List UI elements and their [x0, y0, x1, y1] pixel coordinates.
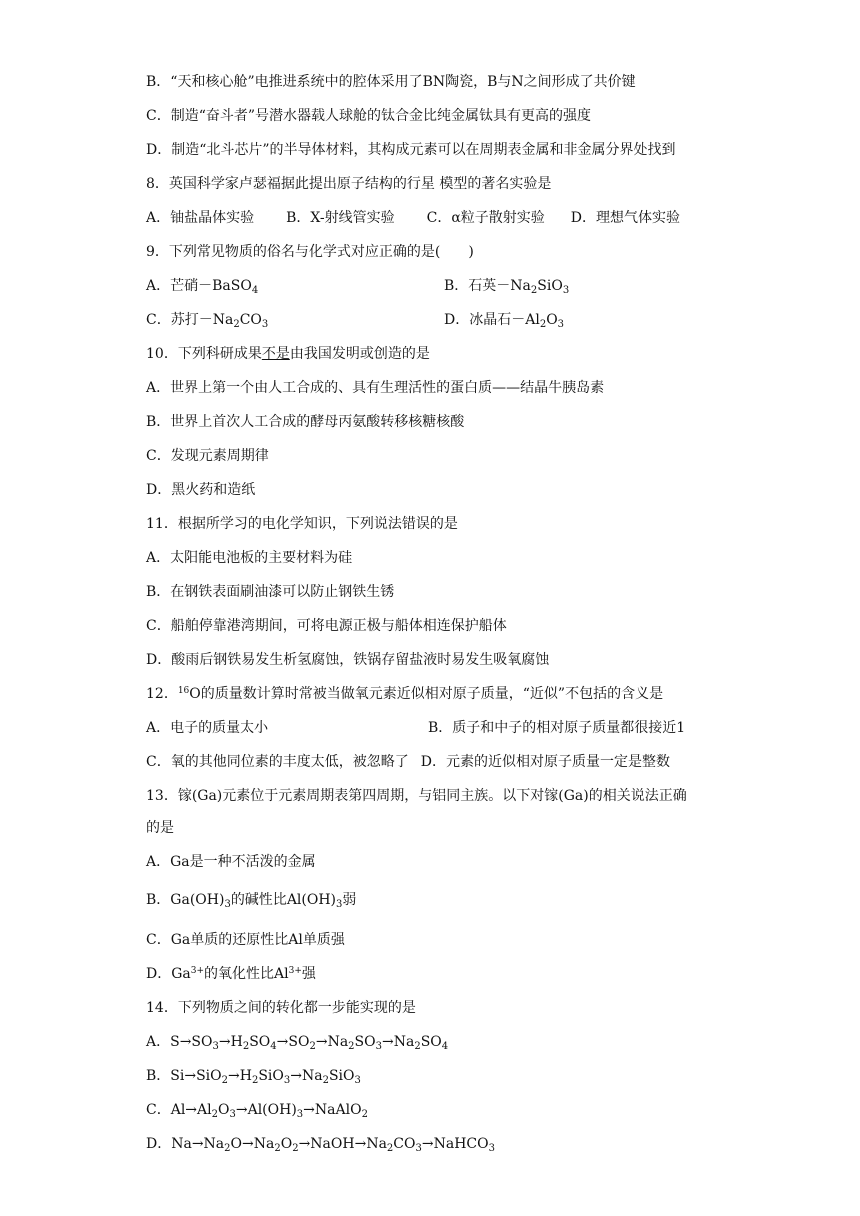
q12-option-c: C．氧的其他同位素的丰度太低，被忽略了 D．元素的近似相对原子质量一定是整数 [146, 754, 670, 770]
q8-option-a: A．铀盐晶体实验 [146, 210, 255, 226]
underlined-not: 不是 [261, 346, 290, 362]
q14-stem: 14．下列物质之间的转化都一步能实现的是 [146, 1000, 416, 1016]
q13-stem-line1: 13．镓(Ga)元素位于元素周期表第四周期，与铝同主族。以下对镓(Ga)的相关说法正确 [146, 788, 687, 804]
q10-option-a: A．世界上第一个由人工合成的、具有生理活性的蛋白质——结晶牛胰岛素 [146, 380, 605, 396]
q9-option-a: A．芒硝－BaSO$_4$ [146, 278, 259, 296]
q10-option-b: B．世界上首次人工合成的酵母丙氨酸转移核糖核酸 [146, 414, 465, 430]
q8-option-d: D．理想气体实验 [570, 210, 681, 226]
q13-option-a: A．Ga是一种不活泼的金属 [146, 854, 316, 870]
q8-stem: 8．英国科学家卢瑟福据此提出原子结构的行星 模型的著名实验是 [146, 176, 552, 192]
q11-option-a: A．太阳能电池板的主要材料为硅 [146, 550, 353, 566]
q10-stem: 10．下列科研成果不是由我国发明或创造的是 [146, 346, 430, 362]
q12-option-b: B．质子和中子的相对原子质量都很接近1 [428, 720, 686, 736]
q8-option-b: B．X-射线管实验 [286, 210, 395, 226]
q9-option-d: D．冰晶石$-Al_2O_3$ [444, 312, 565, 330]
q11-stem: 11．根据所学习的电化学知识，下列说法错误的是 [146, 516, 458, 532]
q9-option-c: C．苏打$-Na_2CO_3$ [146, 312, 269, 330]
q7-option-b: B．“天和核心舱”电推进系统中的腔体采用了BN陶瓷，B与N之间形成了共价键 [146, 74, 636, 90]
q13-stem-line2: 的是 [146, 820, 174, 836]
q14-option-c: C．$Al\to Al_2O_3\to Al(OH)_3\to NaAlO_2$ [146, 1102, 368, 1120]
q11-option-c: C．船舶停靠港湾期间，可将电源正极与船体相连保护船体 [146, 618, 507, 634]
q8-option-c: C．α粒子散射实验 [426, 210, 545, 226]
q13-option-d: D．$Ga^{3+}$的氧化性比$Al^{3+}$强 [146, 966, 316, 982]
q11-option-b: B．在钢铁表面刷油漆可以防止钢铁生锈 [146, 584, 395, 600]
q7-option-d: D．制造“北斗芯片”的半导体材料，其构成元素可以在周期表金属和非金属分界处找到 [146, 142, 676, 158]
q13-option-b: B．$Ga(OH)_3$的碱性比$Al(OH)_3$弱 [146, 892, 357, 910]
q12-stem: 12．$^{16}$O的质量数计算时常被当做氧元素近似相对原子质量，“近似”不包括的含义是 [146, 686, 664, 702]
q11-option-d: D．酸雨后钢铁易发生析氢腐蚀，铁锅存留盐液时易发生吸氧腐蚀 [146, 652, 550, 668]
q13-option-c: C．Ga单质的还原性比Al单质强 [146, 932, 345, 948]
q9-stem: 9．下列常见物质的俗名与化学式对应正确的是( ) [146, 244, 474, 260]
q12-option-a: A．电子的质量太小 [146, 720, 269, 736]
q9-option-b: B．石英$-Na_2SiO_3$ [444, 278, 570, 296]
q10-option-d: D．黑火药和造纸 [146, 482, 256, 498]
q7-option-c: C．制造“奋斗者”号潜水器载人球舱的钛合金比纯金属钛具有更高的强度 [146, 108, 592, 124]
q14-option-d: D．$Na\to Na_2O\to Na_2O_2\to NaOH\to Na_2CO_3\to NaHCO_3$ [146, 1136, 495, 1154]
q8-options [146, 208, 680, 228]
q10-option-c: C．发现元素周期律 [146, 448, 269, 464]
q14-option-a: A．$S\to SO_3\to H_2SO_4\to SO_2\to Na_2SO_3\to Na_2SO_4$ [146, 1034, 449, 1052]
q14-option-b: B．$Si\to SiO_2\to H_2SiO_3\to Na_2SiO_3$ [146, 1068, 361, 1086]
q12-option-d: D．元素的近似相对原子质量一定是整数 [420, 754, 670, 770]
